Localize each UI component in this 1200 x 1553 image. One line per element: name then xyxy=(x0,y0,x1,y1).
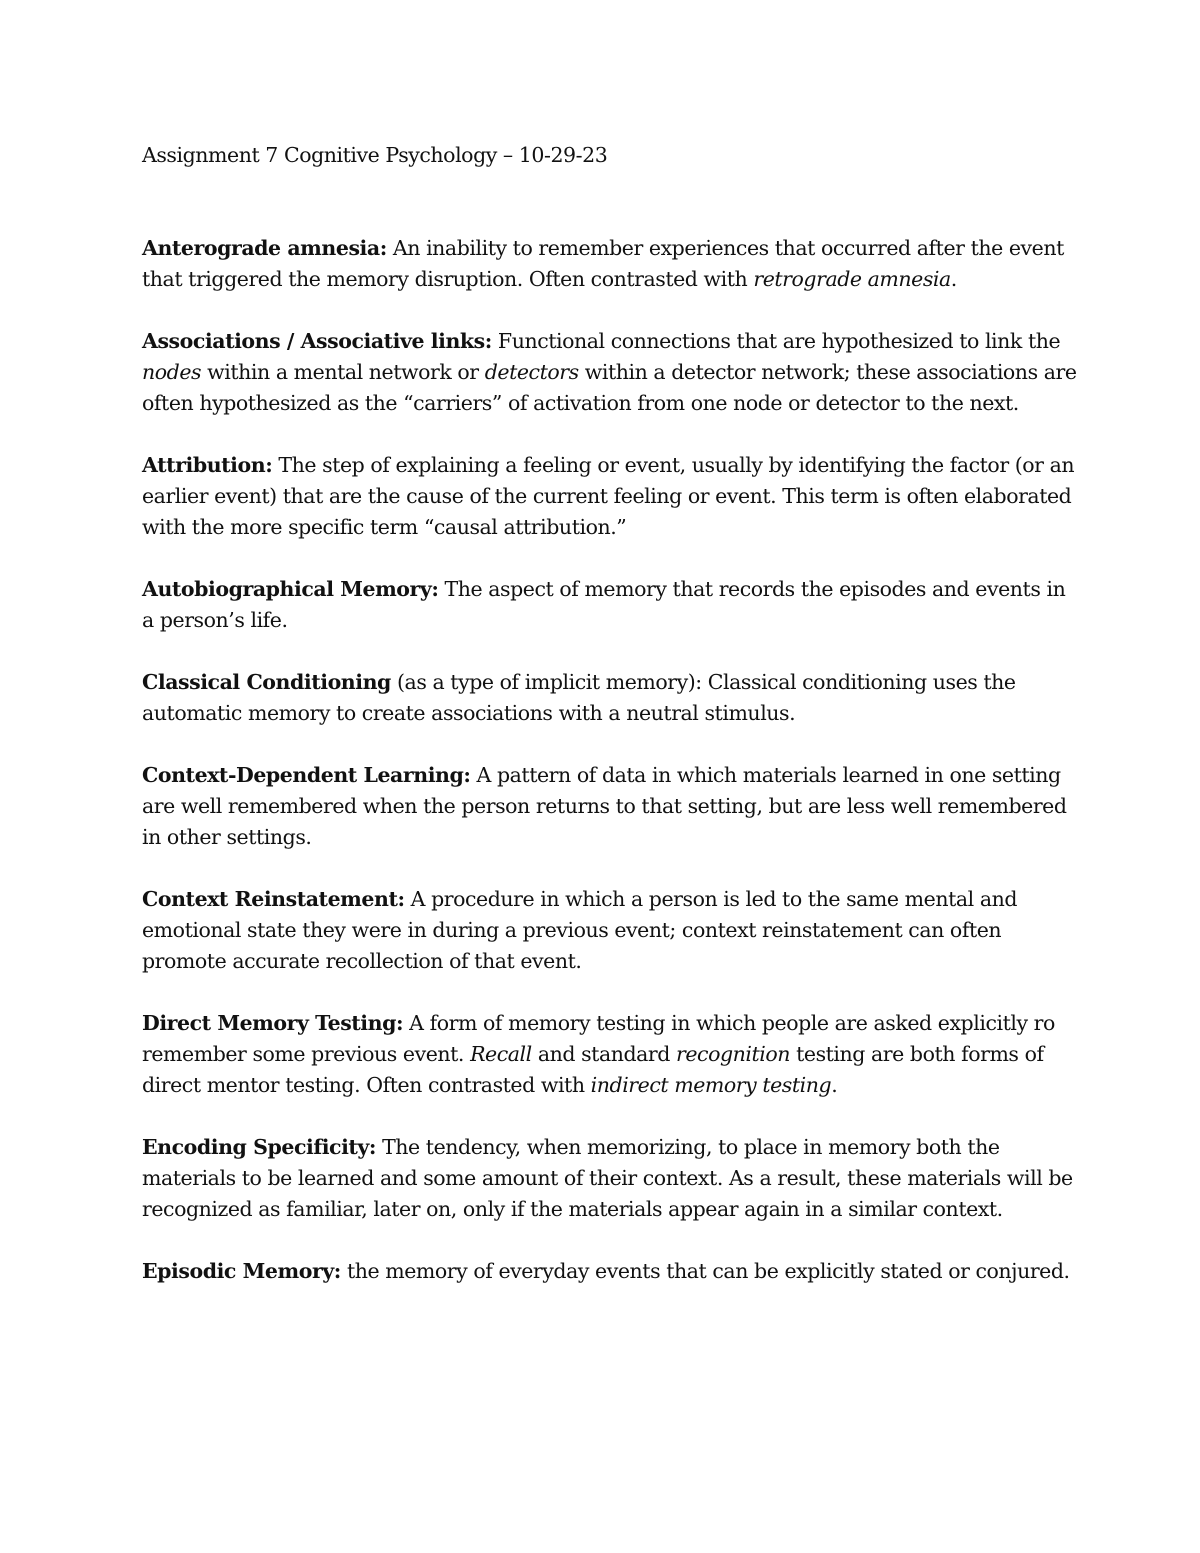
glossary-definition: and standard xyxy=(531,1042,676,1066)
glossary-entry-anterograde-amnesia xyxy=(142,233,1077,295)
glossary-term: Autobiographical Memory: xyxy=(142,577,439,601)
glossary-term: Context Reinstatement: xyxy=(142,887,405,911)
glossary-definition: The tendency, when memorizing, to place in memory both the materials to be learned and some amount of their context. As a result, these materials will be recognized as familiar, later on, only if the materials appear again in a similar context. xyxy=(142,1135,1073,1221)
glossary-definition: Functional connections that are hypothesized to link the xyxy=(491,329,1061,353)
glossary-entry-episodic-memory xyxy=(142,1256,1077,1287)
glossary-term: Direct Memory Testing: xyxy=(142,1011,404,1035)
glossary-definition: the memory of everyday events that can be explicitly stated or conjured. xyxy=(340,1259,1070,1283)
glossary-definition: The aspect of memory that records the episodes and events in a person’s life. xyxy=(142,577,1066,632)
glossary-term: Classical Conditioning xyxy=(142,670,391,694)
glossary-term: Anterograde amnesia: xyxy=(142,236,387,260)
glossary-emphasis: recognition xyxy=(676,1042,791,1066)
glossary-definition: (as a type of implicit memory): Classical conditioning uses the automatic memory to create associations with a neutral stimulus. xyxy=(142,670,1016,725)
glossary-definition: A pattern of data in which materials learned in one setting are well remembered when the person returns to that setting, but are less well remembered in other settings. xyxy=(142,763,1067,849)
glossary-entry-direct-memory-testing xyxy=(142,1008,1077,1101)
glossary-emphasis: nodes xyxy=(142,360,202,384)
glossary-entry-attribution xyxy=(142,450,1077,543)
glossary-term: Associations / Associative links: xyxy=(142,329,492,353)
glossary-definition: An inability to remember experiences that occurred after the event that triggered the memory disruption. Often contrasted with xyxy=(142,236,1064,291)
glossary-definition: The step of explaining a feeling or event, usually by identifying the factor (or an earlier event) that are the cause of the current feeling or event. This term is often elaborated with the more specific term “causal attribution.” xyxy=(142,453,1075,539)
glossary-definition: A form of memory testing in which people are asked explicitly ro remember some previous event. xyxy=(142,1011,1055,1066)
glossary-entry-encoding-specificity xyxy=(142,1132,1077,1225)
glossary-entry-autobiographical-memory xyxy=(142,574,1077,636)
glossary-term: Attribution: xyxy=(142,453,273,477)
glossary-definition: . xyxy=(831,1073,838,1097)
glossary-entry-classical-conditioning xyxy=(142,667,1077,729)
glossary-definition: within a detector network; these associations are often hypothesized as the “carriers” of activation from one node or detector to the next. xyxy=(142,360,1077,415)
glossary-entry-context-dependent-learning xyxy=(142,760,1077,853)
glossary-term: Encoding Specificity: xyxy=(142,1135,377,1159)
glossary-emphasis: Recall xyxy=(470,1042,532,1066)
glossary-emphasis: retrograde amnesia xyxy=(753,267,951,291)
glossary-definition: . xyxy=(950,267,957,291)
glossary-entry-associations xyxy=(142,326,1077,419)
glossary-definition: within a mental network or xyxy=(201,360,485,384)
document-content xyxy=(142,140,1077,1318)
glossary-definition: testing are both forms of direct mentor testing. Often contrasted with xyxy=(142,1042,1044,1097)
glossary-term: Context-Dependent Learning: xyxy=(142,763,471,787)
glossary-emphasis: indirect memory testing xyxy=(590,1073,832,1097)
document-title: Assignment 7 Cognitive Psychology – 10-29-23 xyxy=(142,143,608,167)
glossary-definition: A procedure in which a person is led to the same mental and emotional state they were in during a previous event; context reinstatement can often promote accurate recollection of that event. xyxy=(142,887,1018,973)
glossary-entry-context-reinstatement xyxy=(142,884,1077,977)
glossary-term: Episodic Memory: xyxy=(142,1259,341,1283)
glossary-emphasis: detectors xyxy=(484,360,579,384)
